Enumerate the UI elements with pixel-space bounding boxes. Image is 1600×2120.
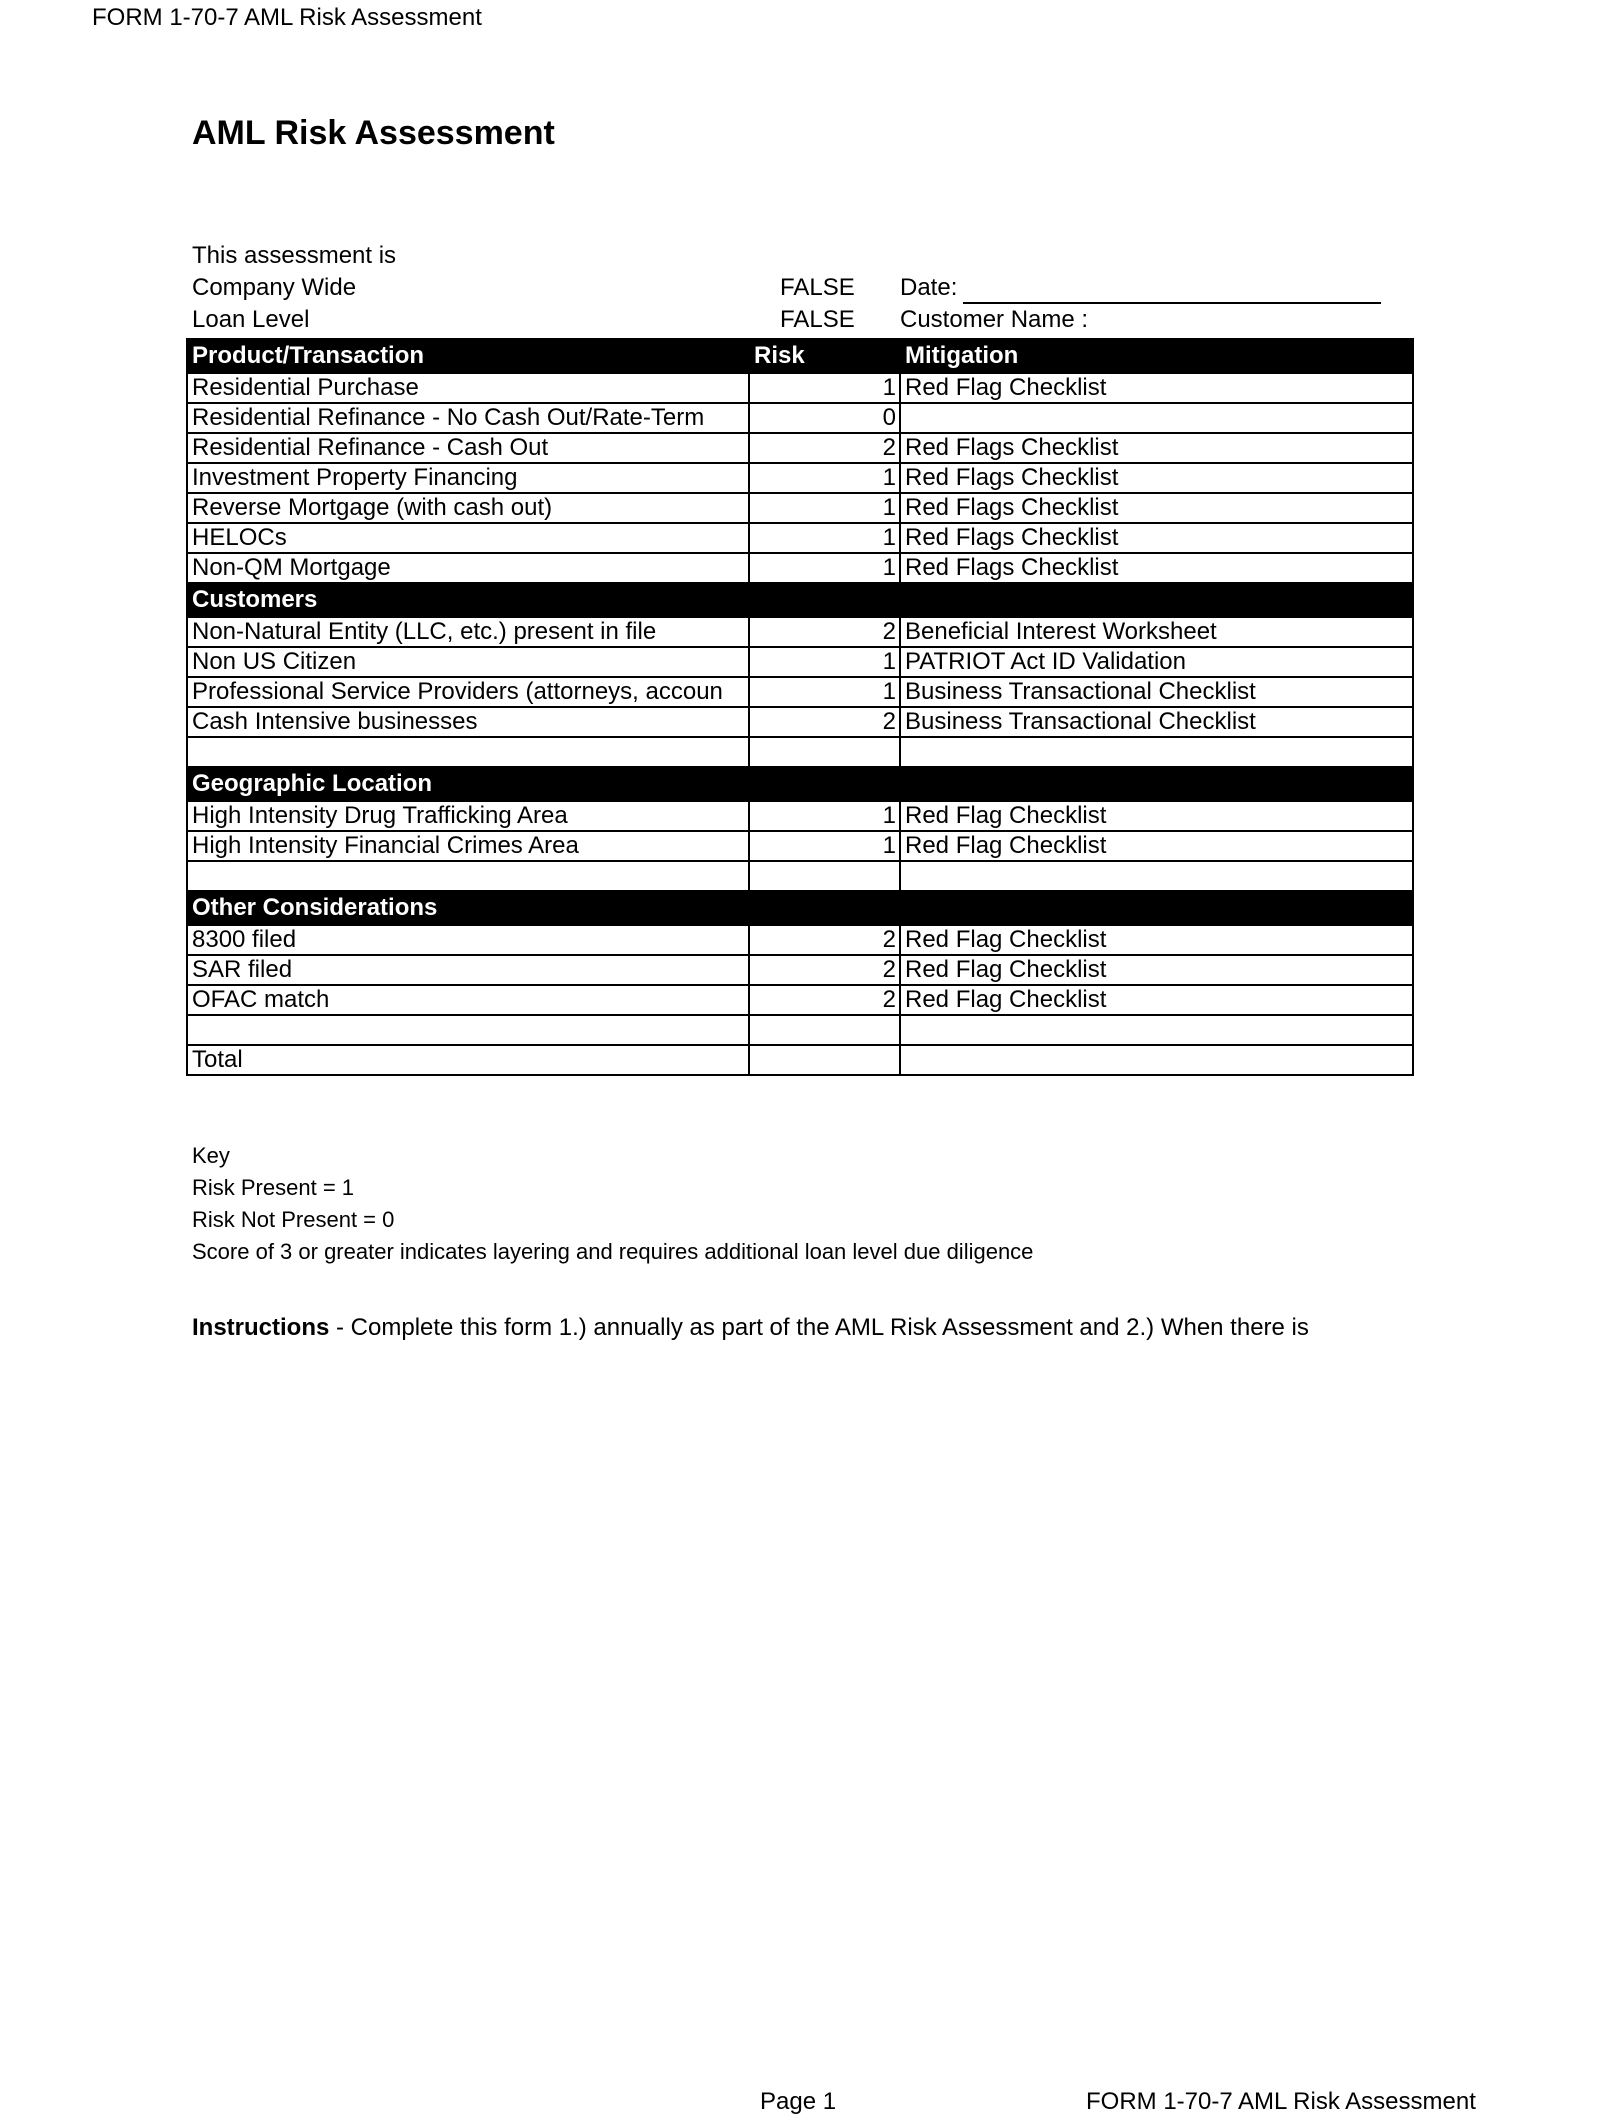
instructions-text: - Complete this form 1.) annually as part of the AML Risk Assessment and 2.) When there is: [329, 1314, 1309, 1341]
table-row: [187, 801, 1413, 831]
table-row: [187, 617, 1413, 647]
footer-form-id: FORM 1-70-7 AML Risk Assessment: [1086, 2088, 1476, 2115]
row-mitigation: Red Flag Checklist: [900, 373, 1413, 403]
column-header-risk: Risk: [749, 339, 900, 373]
table-row: [187, 373, 1413, 403]
company-wide-value: FALSE: [780, 274, 855, 301]
total-mitigation: [900, 1045, 1413, 1075]
row-item: Residential Purchase: [187, 373, 749, 403]
row-mitigation: Red Flags Checklist: [900, 523, 1413, 553]
header-form-id: FORM 1-70-7 AML Risk Assessment: [92, 4, 482, 31]
table-row: [187, 985, 1413, 1015]
blank-cell: [900, 1015, 1413, 1045]
section-header-blank: [900, 767, 1413, 801]
row-mitigation: Red Flag Checklist: [900, 955, 1413, 985]
section-header-blank: [749, 767, 900, 801]
section-header-blank: [900, 583, 1413, 617]
table-row: [187, 463, 1413, 493]
row-item: High Intensity Financial Crimes Area: [187, 831, 749, 861]
total-row: [187, 1045, 1413, 1075]
row-risk-score: 2: [749, 955, 900, 985]
table-row: [187, 647, 1413, 677]
section-title: Product/Transaction: [187, 339, 749, 373]
date-field[interactable]: [900, 272, 1381, 304]
section-header-blank: [749, 583, 900, 617]
row-risk-score: 2: [749, 707, 900, 737]
key-line-not-present: Risk Not Present = 0: [192, 1207, 395, 1232]
table-row: [187, 433, 1413, 463]
scope-intro: This assessment is: [192, 242, 397, 269]
row-mitigation: Red Flag Checklist: [900, 925, 1413, 955]
row-item: OFAC match: [187, 985, 749, 1015]
row-item: High Intensity Drug Trafficking Area: [187, 801, 749, 831]
section-title: Customers: [187, 583, 749, 617]
footer-page-number: Page 1: [760, 2088, 837, 2115]
blank-cell: [187, 1015, 749, 1045]
section-header: [187, 583, 1413, 617]
row-risk-score: 1: [749, 493, 900, 523]
row-risk-score: 0: [749, 403, 900, 433]
row-risk-score: 1: [749, 523, 900, 553]
table-row: [187, 403, 1413, 433]
row-mitigation: Beneficial Interest Worksheet: [900, 617, 1413, 647]
row-item: Non-QM Mortgage: [187, 553, 749, 583]
table-row: [187, 707, 1413, 737]
row-risk-score: 1: [749, 553, 900, 583]
total-value: [749, 1045, 900, 1075]
row-risk-score: 1: [749, 647, 900, 677]
blank-row: [187, 737, 1413, 767]
row-mitigation: Red Flags Checklist: [900, 463, 1413, 493]
row-mitigation: Red Flag Checklist: [900, 831, 1413, 861]
date-input-line[interactable]: [963, 280, 1381, 304]
loan-level-value: FALSE: [780, 306, 855, 333]
company-wide-label: Company Wide: [192, 274, 357, 301]
section-title: Other Considerations: [187, 891, 749, 925]
row-item: 8300 filed: [187, 925, 749, 955]
blank-cell: [749, 861, 900, 891]
section-header-blank: [749, 891, 900, 925]
row-item: Professional Service Providers (attorneys, accoun: [187, 677, 749, 707]
instructions: [192, 1314, 1309, 1342]
table-row: [187, 553, 1413, 583]
date-label: Date:: [900, 274, 958, 301]
total-label: Total: [187, 1045, 749, 1075]
row-item: Residential Refinance - No Cash Out/Rate-Term: [187, 403, 749, 433]
table-row: [187, 677, 1413, 707]
section-header: [187, 339, 1413, 373]
row-mitigation: Red Flags Checklist: [900, 433, 1413, 463]
row-item: Residential Refinance - Cash Out: [187, 433, 749, 463]
table-row: [187, 831, 1413, 861]
key-heading: Key: [192, 1143, 230, 1168]
blank-row: [187, 1015, 1413, 1045]
row-risk-score: 1: [749, 801, 900, 831]
blank-cell: [900, 737, 1413, 767]
row-risk-score: 2: [749, 433, 900, 463]
row-mitigation: Red Flags Checklist: [900, 553, 1413, 583]
row-item: SAR filed: [187, 955, 749, 985]
row-risk-score: 1: [749, 463, 900, 493]
risk-table: [186, 338, 1414, 1076]
row-item: Reverse Mortgage (with cash out): [187, 493, 749, 523]
row-mitigation: Business Transactional Checklist: [900, 677, 1413, 707]
row-risk-score: 1: [749, 677, 900, 707]
row-item: HELOCs: [187, 523, 749, 553]
row-risk-score: 2: [749, 985, 900, 1015]
row-mitigation: Business Transactional Checklist: [900, 707, 1413, 737]
page-title: AML Risk Assessment: [192, 114, 555, 152]
row-risk-score: 1: [749, 373, 900, 403]
blank-cell: [749, 1015, 900, 1045]
section-title: Geographic Location: [187, 767, 749, 801]
row-item: Investment Property Financing: [187, 463, 749, 493]
row-mitigation: PATRIOT Act ID Validation: [900, 647, 1413, 677]
row-mitigation: Red Flag Checklist: [900, 801, 1413, 831]
column-header-mitigation: Mitigation: [900, 339, 1413, 373]
table-row: [187, 955, 1413, 985]
row-item: Non US Citizen: [187, 647, 749, 677]
table-row: [187, 523, 1413, 553]
blank-row: [187, 861, 1413, 891]
table-row: [187, 493, 1413, 523]
section-header: [187, 767, 1413, 801]
row-mitigation: Red Flags Checklist: [900, 493, 1413, 523]
blank-cell: [900, 861, 1413, 891]
row-risk-score: 2: [749, 925, 900, 955]
blank-cell: [749, 737, 900, 767]
row-risk-score: 2: [749, 617, 900, 647]
key-line-layering: Score of 3 or greater indicates layering and requires additional loan level due diligence: [192, 1239, 1034, 1264]
section-header-blank: [900, 891, 1413, 925]
row-mitigation: Red Flag Checklist: [900, 985, 1413, 1015]
blank-cell: [187, 861, 749, 891]
section-header: [187, 891, 1413, 925]
row-item: Cash Intensive businesses: [187, 707, 749, 737]
loan-level-label: Loan Level: [192, 306, 310, 333]
instructions-bold: Instructions: [192, 1314, 330, 1341]
row-item: Non-Natural Entity (LLC, etc.) present in file: [187, 617, 749, 647]
row-mitigation: [900, 403, 1413, 433]
blank-cell: [187, 737, 749, 767]
customer-name-label: Customer Name :: [900, 306, 1089, 333]
key-line-present: Risk Present = 1: [192, 1175, 355, 1200]
row-risk-score: 1: [749, 831, 900, 861]
table-row: [187, 925, 1413, 955]
